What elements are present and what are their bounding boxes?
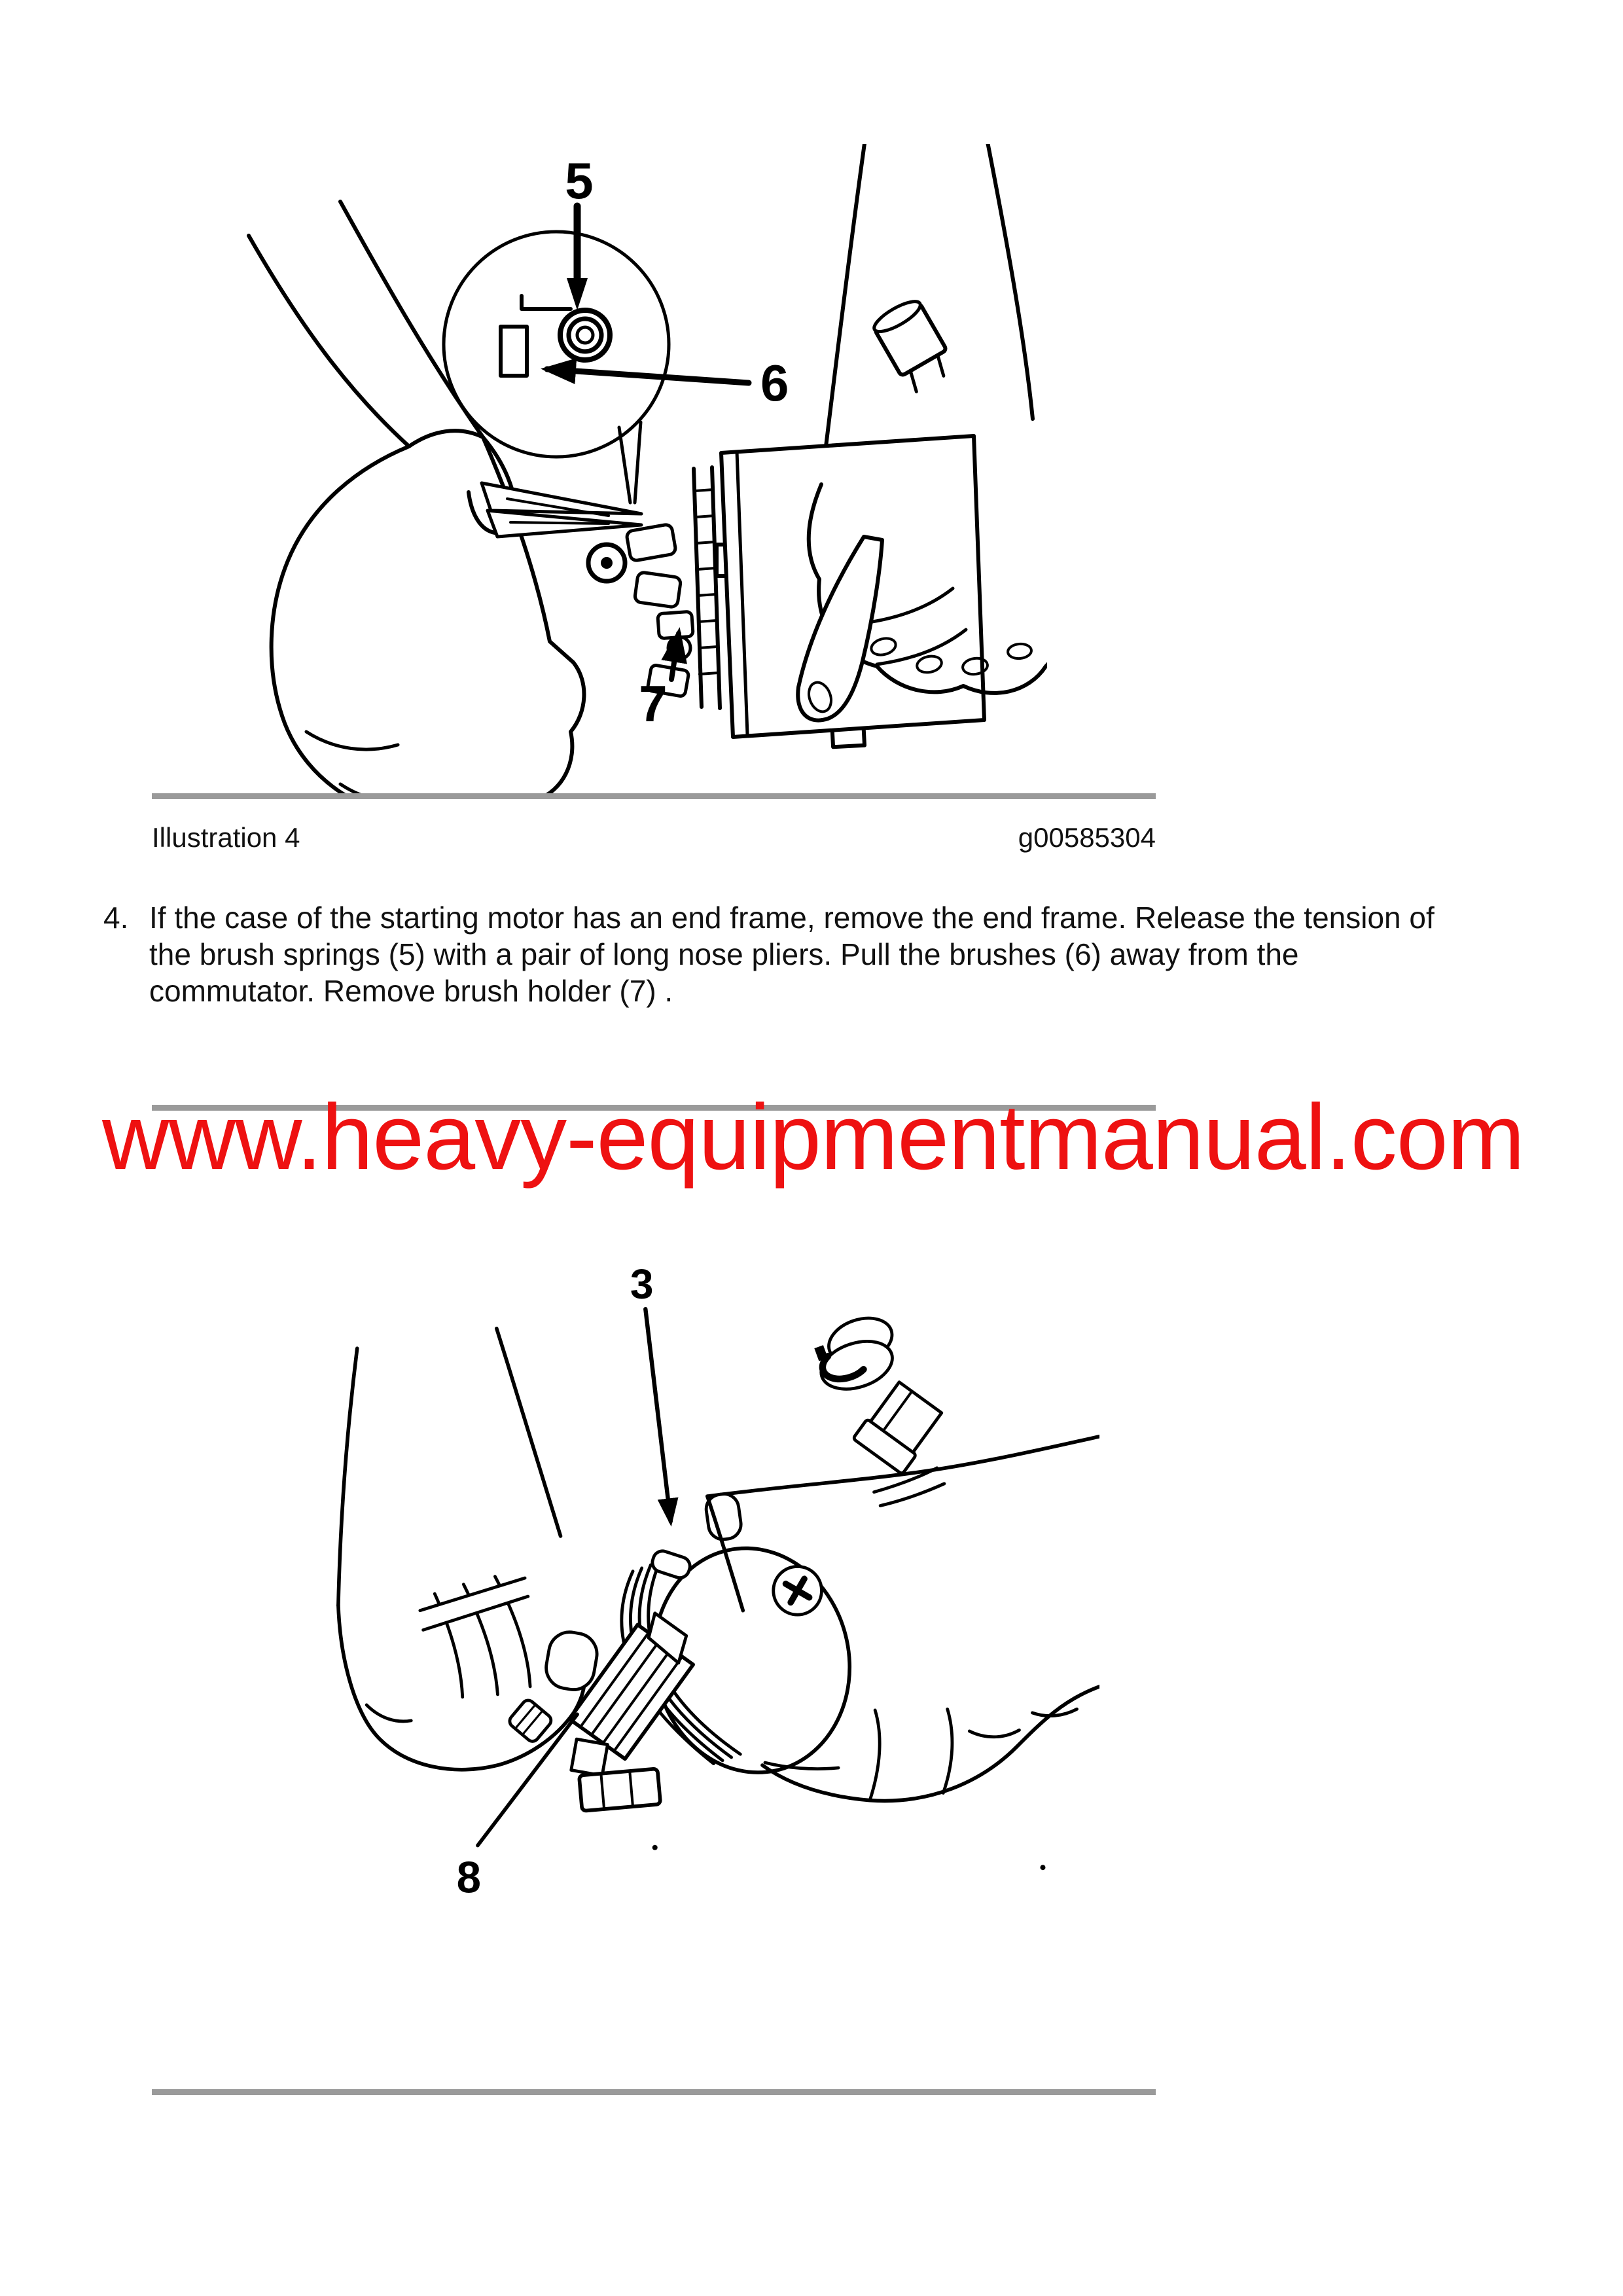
solenoid-body <box>853 1380 945 1475</box>
step-text <box>149 899 1576 1009</box>
callout-3-label: 3 <box>630 1261 654 1308</box>
callout-3-arrow <box>645 1309 670 1521</box>
step-text-line: the brush springs (5) with a pair of long nose pliers. Pull the brushes (6) away from the <box>149 937 1299 971</box>
callout-3 <box>630 1261 671 1521</box>
divider-rule <box>152 2089 1156 2095</box>
speck <box>652 1845 658 1850</box>
illustration-armature-removal <box>288 1244 1099 2055</box>
callout-8-label: 8 <box>456 1853 482 1903</box>
caption-label: Illustration 4 <box>152 822 300 853</box>
speck <box>1040 1865 1045 1870</box>
callout-6-label: 6 <box>760 354 789 412</box>
terminal-stud <box>870 296 957 394</box>
left-fist <box>338 1329 585 1770</box>
caption-id: g00585304 <box>1018 822 1156 853</box>
brush-rigging <box>588 524 693 696</box>
watermark-text: www.heavy-equipmentmanual.com <box>102 1085 1525 1189</box>
figure-caption <box>152 822 1156 853</box>
phillips-screw <box>774 1566 822 1615</box>
illustration-brush-removal <box>209 144 1047 798</box>
divider-rule <box>152 793 1156 799</box>
step-text-line: If the case of the starting motor has an end frame, remove the end frame. Release the tension of <box>149 901 1435 935</box>
long-nose-pliers <box>482 483 641 537</box>
step-text-line: commutator. Remove brush holder (7) . <box>149 974 673 1008</box>
callout-7-label: 7 <box>639 675 668 732</box>
callout-5-label: 5 <box>565 152 594 209</box>
step-number: 4. <box>103 901 129 935</box>
shaft-nut <box>579 1768 660 1811</box>
brush-detail <box>501 327 527 376</box>
